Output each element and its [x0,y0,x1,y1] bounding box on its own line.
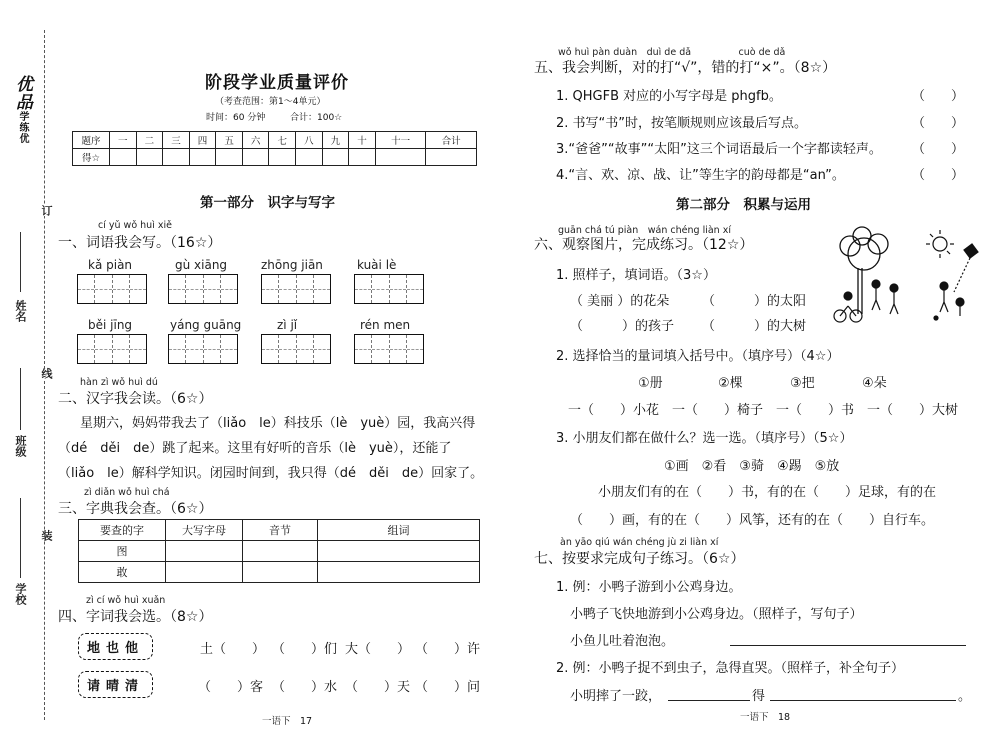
score-col-header: 一 [110,132,137,149]
cut-mark-3: 装 [40,530,53,541]
q4-blank[interactable]: （ ）水 [272,680,338,695]
score-cell[interactable] [426,149,477,166]
col-header: 大写字母 [166,520,243,541]
writing-grid[interactable] [354,334,424,364]
fill-phrase[interactable]: （ ）的大树 [702,319,807,334]
answer-cell[interactable] [166,562,243,583]
school-field[interactable] [20,498,21,578]
page-title: 阶段学业质量评价 [205,73,349,93]
score-col-header: 五 [216,132,243,149]
score-col-header: 十一 [375,132,426,149]
q5-pinyin: wǒ huì pàn duàn duì de dǎ cuò de dǎ [558,47,786,58]
col-header: 音节 [243,520,318,541]
q6-sub2: 2. 选择恰当的量词填入括号中。（填序号）（4☆） [556,349,840,364]
q5-item: 4.“言、欢、凉、战、让”等生字的韵母都是“an”。 [556,168,845,183]
name-label: 姓名 [14,300,27,322]
q7-de: 得 [752,689,766,704]
col-header: 组词 [318,520,480,541]
score-col-header: 十 [349,132,376,149]
q6-title: 六、观察图片，完成练习。（12☆） [534,237,754,253]
q1-pinyin-4: kuài lè [357,258,397,272]
cut-mark-1: 订 [40,205,53,216]
judge-answer-box[interactable]: （ ） [912,142,965,157]
kite-icon [954,244,978,292]
score-cell[interactable] [349,149,376,166]
brand-logo: 优品学练优 [12,75,32,144]
q1-pinyin-2: gù xiāng [175,258,228,272]
part1-title: 第一部分 识字与写字 [200,195,335,211]
exam-scope: （考查范围：第1～4单元） [215,97,326,107]
q1-title: 一、词语我会写。（16☆） [58,235,222,251]
measure-option: ④朵 [862,376,887,391]
action-blanks[interactable]: （ ）画，有的在（ ）风筝，还有的在（ ）自行车。 [570,513,935,528]
q4-blank[interactable]: 大（ ） [345,642,411,657]
q4-blank[interactable]: 土（ ） [200,642,266,657]
writing-grid[interactable] [168,274,238,304]
score-value-row [73,149,477,166]
lookup-char: 图 [79,541,166,562]
writing-grid[interactable] [168,334,238,364]
fill-phrase[interactable]: （ 美丽 ）的花朵 [570,294,670,309]
q1-pinyin-5: běi jīng [88,318,133,332]
fill-phrase[interactable]: （ ）的孩子 [570,319,675,334]
part2-title: 第二部分 积累与运用 [676,197,811,213]
score-cell[interactable] [216,149,243,166]
score-header-row [73,132,477,149]
page-number-left: 一语下 17 [262,716,313,727]
q7-prompt: 小明摔了一跤， [570,689,662,704]
q3-title: 三、字典我会查。（6☆） [58,501,213,517]
q2-passage-line: （liǎo le）解科学知识。闭园时间到，我只得（dé děi de）回家了。 [58,466,484,481]
score-col-header: 二 [136,132,163,149]
answer-line[interactable] [668,700,750,701]
q2-title: 二、汉字我会读。（6☆） [58,391,213,407]
writing-grid[interactable] [77,274,147,304]
judge-answer-box[interactable]: （ ） [912,168,965,183]
score-cell[interactable] [269,149,296,166]
q2-passage-line: （dé děi de）跳了起来。这里有好听的音乐（lè yuè），还能了 [58,441,452,456]
q7-example: 1. 例：小鸭子游到小公鸡身边。 [556,580,742,595]
score-col-header: 三 [163,132,190,149]
page-number-right: 一语下 18 [740,712,791,723]
score-cell[interactable] [296,149,323,166]
score-col-header: 合计 [426,132,477,149]
score-cell[interactable] [375,149,426,166]
q2-pinyin: hàn zì wǒ huì dú [80,377,158,388]
q1-pinyin-7: zì jǐ [277,318,298,332]
col-header: 要查的字 [79,520,166,541]
tree-icon [840,227,888,314]
q4-blank[interactable]: （ ）们 [272,642,338,657]
measure-option: ②棵 [718,376,743,391]
answer-cell[interactable] [243,541,318,562]
writing-grid[interactable] [261,334,331,364]
answer-cell[interactable] [166,541,243,562]
measure-option: ①册 [638,376,663,391]
q7-example: 2. 例：小鸭子捉不到虫子，急得直哭。（照样子，补全句子） [556,661,905,676]
q2-passage-line: 星期六，妈妈带我去了（liǎo le）科技乐（lè yuè）园，我高兴得 [80,416,476,431]
judge-answer-box[interactable]: （ ） [912,116,965,131]
q5-item: 3.“爸爸”“故事”“太阳”这三个词语最后一个字都读轻声。 [556,142,882,157]
answer-line[interactable] [730,645,966,646]
q4-title: 四、字词我会选。（8☆） [58,609,213,625]
q7-pinyin: àn yāo qiú wán chéng jù zi liàn xí [560,537,719,548]
q5-item: 2. 书写“书”时，按笔顺规则应该最后写点。 [556,116,808,131]
score-col-header: 六 [242,132,269,149]
option-chip: 请晴清 [78,671,153,698]
score-col-header: 八 [296,132,323,149]
q7-period: 。 [958,689,972,704]
q7-example: 小鸭子飞快地游到小公鸡身边。（照样子，写句子） [570,607,863,622]
score-col-header: 四 [189,132,216,149]
q1-pinyin-6: yáng guāng [170,318,242,332]
writing-grid[interactable] [77,334,147,364]
name-field[interactable] [20,232,21,292]
measure-blanks[interactable]: 一（ ）小花 一（ ）椅子 一（ ）书 一（ ）大树 [568,403,959,418]
class-field[interactable] [20,368,21,430]
q3-pinyin: zì diǎn wǒ huì chá [84,487,170,498]
action-blanks[interactable]: 小朋友们有的在（ ）书，有的在（ ）足球，有的在 [598,485,937,500]
q5-title: 五、我会判断，对的打“√”，错的打“×”。（8☆） [534,60,837,76]
score-col-header: 七 [269,132,296,149]
score-table [72,131,477,166]
measure-option: ③把 [790,376,815,391]
score-cell[interactable] [136,149,163,166]
answer-cell[interactable] [318,562,480,583]
q5-item: 1. QHGFB 对应的小写字母是 phgfb。 [556,89,782,104]
q4-blank[interactable]: （ ）许 [415,642,481,657]
score-cell[interactable] [242,149,269,166]
exam-time: 时间：60 分钟 [206,113,266,123]
lookup-char: 敢 [79,562,166,583]
action-options: ①画 ②看 ③骑 ④踢 ⑤放 [664,459,840,474]
writing-grid[interactable] [261,274,331,304]
q1-pinyin-1: kǎ piàn [88,258,133,272]
q6-pinyin: guān chá tú piàn wán chéng liàn xí [558,225,731,236]
q4-blank[interactable]: （ ）客 [198,680,264,695]
score-row-label: 得☆ [73,149,110,166]
exam-total: 合计：100☆ [290,113,343,123]
q7-title: 七、按要求完成句子练习。（6☆） [534,551,745,567]
park-illustration [832,224,982,328]
sun-icon [926,230,954,258]
score-cell[interactable] [322,149,349,166]
class-label: 班级 [14,435,27,457]
q6-sub3: 3. 小朋友们都在做什么？选一选。（填序号）（5☆） [556,431,853,446]
judge-answer-box[interactable]: （ ） [912,89,965,104]
dictionary-table [78,519,480,583]
q1-pinyin: cí yǔ wǒ huì xiě [98,220,172,231]
q4-blank[interactable]: （ ）天 [345,680,411,695]
score-col-header: 九 [322,132,349,149]
answer-line[interactable] [770,700,956,701]
q7-prompt: 小鱼儿吐着泡泡。 [570,634,675,649]
answer-cell[interactable] [243,562,318,583]
fill-phrase[interactable]: （ ）的太阳 [702,294,807,309]
q1-pinyin-8: rén men [360,318,411,332]
children-icon [872,280,964,320]
cut-mark-2: 线 [40,368,53,379]
q6-sub1: 1. 照样子，填词语。（3☆） [556,268,716,283]
writing-grid[interactable] [354,274,424,304]
score-cell[interactable] [189,149,216,166]
school-label: 学校 [14,583,27,605]
option-chip: 地也他 [78,633,153,660]
score-cell[interactable] [110,149,137,166]
score-cell[interactable] [163,149,190,166]
q4-pinyin: zì cí wǒ huì xuǎn [86,595,166,606]
q1-pinyin-3: zhōng jiān [261,258,323,272]
answer-cell[interactable] [318,541,480,562]
score-col-header: 题序 [73,132,110,149]
q4-blank[interactable]: （ ）问 [415,680,481,695]
